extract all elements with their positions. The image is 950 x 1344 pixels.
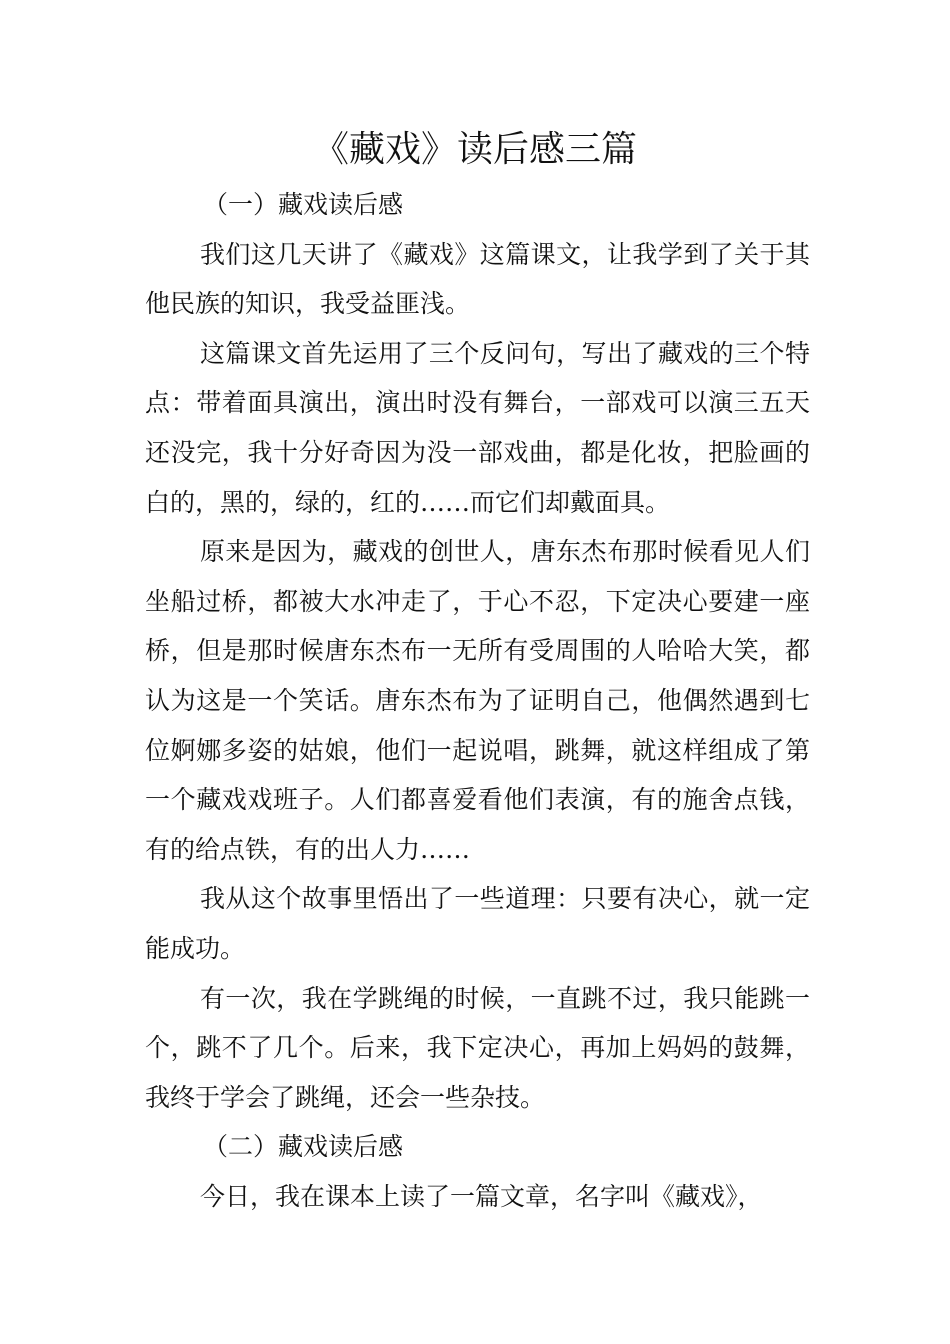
section-heading-2: （二）藏戏读后感 bbox=[203, 1132, 404, 1162]
paragraph: 这篇课文首先运用了三个反问句，写出了藏戏的三个特点：带着面具演出，演出时没有舞台，一部戏可以演三五天还没完，我十分好奇因为没一部戏曲，都是化妆，把脸画的白的，黑的，绿的，红的……而它们却戴面具。 bbox=[145, 338, 810, 517]
paragraph: 今日，我在课本上读了一篇文章，名字叫《藏戏》， bbox=[200, 1181, 763, 1211]
document-body bbox=[145, 180, 810, 1221]
paragraph: 有一次，我在学跳绳的时候，一直跳不过，我只能跳一个，跳不了几个。后来，我下定决心，再加上妈妈的鼓舞，我终于学会了跳绳，还会一些杂技。 bbox=[145, 983, 810, 1112]
paragraph: 我从这个故事里悟出了一些道理：只要有决心，就一定能成功。 bbox=[145, 884, 810, 963]
section-heading-1: （一）藏戏读后感 bbox=[203, 190, 404, 219]
paragraph: 我们这几天讲了《藏戏》这篇课文，让我学到了关于其他民族的知识，我受益匪浅。 bbox=[145, 239, 810, 319]
document-title: 《藏戏》读后感三篇 bbox=[312, 129, 637, 170]
paragraph: 原来是因为，藏戏的创世人，唐东杰布那时候看见人们坐船过桥，都被大水冲走了，于心不忍，下定决心要建一座桥，但是那时候唐东杰布一无所有受周围的人哈哈大笑，都认为这是一个笑话。唐东杰布为了证明自己，他偶然遇到七位婀娜多姿的姑娘，他们一起说唱，跳舞，就这样组成了第一个藏戏戏班子。人们都喜爱看他们表演，有的施舍点钱，有的给点铁，有的出人力…… bbox=[145, 537, 810, 864]
